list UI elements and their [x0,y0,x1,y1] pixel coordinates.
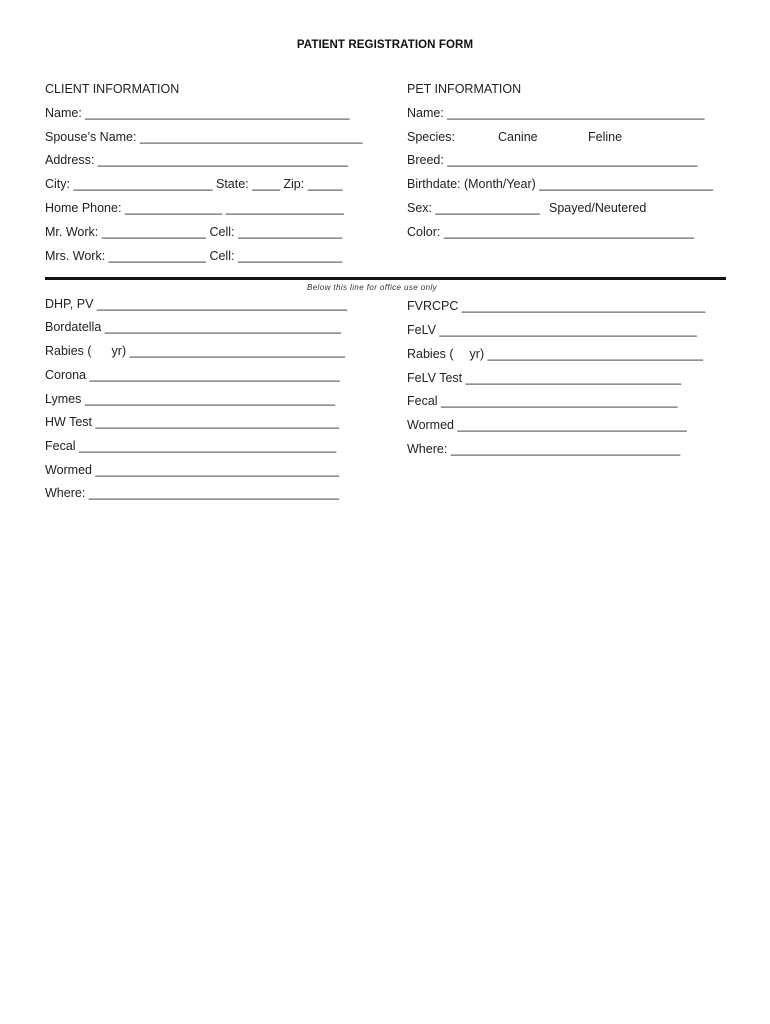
fvrcpc-field[interactable]: FVRCPC ___________________________________ [407,299,706,313]
bordatella-field[interactable]: Bordatella __________________________________ [45,320,342,334]
rabies-left-field[interactable] [45,344,345,358]
felv-field[interactable]: FeLV _____________________________________ [407,323,697,337]
wormed-left-field[interactable]: Wormed ___________________________________ [45,463,339,477]
office-use-note: Below this line for office use only [306,283,438,292]
birthdate-field[interactable]: Birthdate: (Month/Year) _________________________ [407,177,714,191]
color-field[interactable]: Color: ____________________________________ [407,225,695,239]
office-divider [45,277,726,280]
form-title: PATIENT REGISTRATION FORM [296,39,474,51]
rabies-left-label: Rabies ( [45,344,92,358]
pet-info-heading: PET INFORMATION [407,82,522,96]
dhp-pv-field[interactable]: DHP, PV ____________________________________ [45,297,348,311]
address-field[interactable]: Address: ____________________________________ [45,153,349,167]
sex-field[interactable]: Sex: _______________ [407,201,540,215]
mr-work-cell-field[interactable]: Mr. Work: _______________ Cell: _______________ [45,225,343,239]
fecal-right-field[interactable]: Fecal __________________________________ [407,394,678,408]
spouse-name-field[interactable]: Spouse’s Name: ________________________________ [45,130,363,144]
rabies-right-suffix: yr) _______________________________ [469,347,704,361]
lymes-field[interactable]: Lymes ____________________________________ [45,392,336,406]
client-name-field[interactable]: Name: ______________________________________ [45,106,350,120]
breed-field[interactable]: Breed: ____________________________________ [407,153,698,167]
felv-test-field[interactable]: FeLV Test _______________________________ [407,371,682,385]
hw-test-field[interactable]: HW Test ___________________________________ [45,415,339,429]
client-info-heading: CLIENT INFORMATION [45,82,180,96]
corona-field[interactable]: Corona ____________________________________ [45,368,340,382]
fecal-left-field[interactable]: Fecal _____________________________________ [45,439,337,453]
where-left-field[interactable]: Where: ____________________________________ [45,486,340,500]
mrs-work-cell-field[interactable]: Mrs. Work: ______________ Cell: _______________ [45,249,343,263]
species-option-canine[interactable]: Canine [498,130,538,144]
city-state-zip-field[interactable]: City: ____________________ State: ____ Zip: _____ [45,177,343,191]
species-label: Species: [407,130,455,144]
spayed-neutered-option[interactable]: Spayed/Neutered [549,201,647,215]
species-option-feline[interactable]: Feline [588,130,623,144]
wormed-right-field[interactable]: Wormed _________________________________ [407,418,687,432]
where-right-field[interactable]: Where: _________________________________ [407,442,681,456]
pet-name-field[interactable]: Name: _____________________________________ [407,106,705,120]
rabies-right-label: Rabies ( [407,347,454,361]
rabies-left-suffix: yr) _______________________________ [111,344,346,358]
rabies-right-field[interactable] [407,347,703,361]
home-phone-field[interactable]: Home Phone: ______________ _________________ [45,201,344,215]
